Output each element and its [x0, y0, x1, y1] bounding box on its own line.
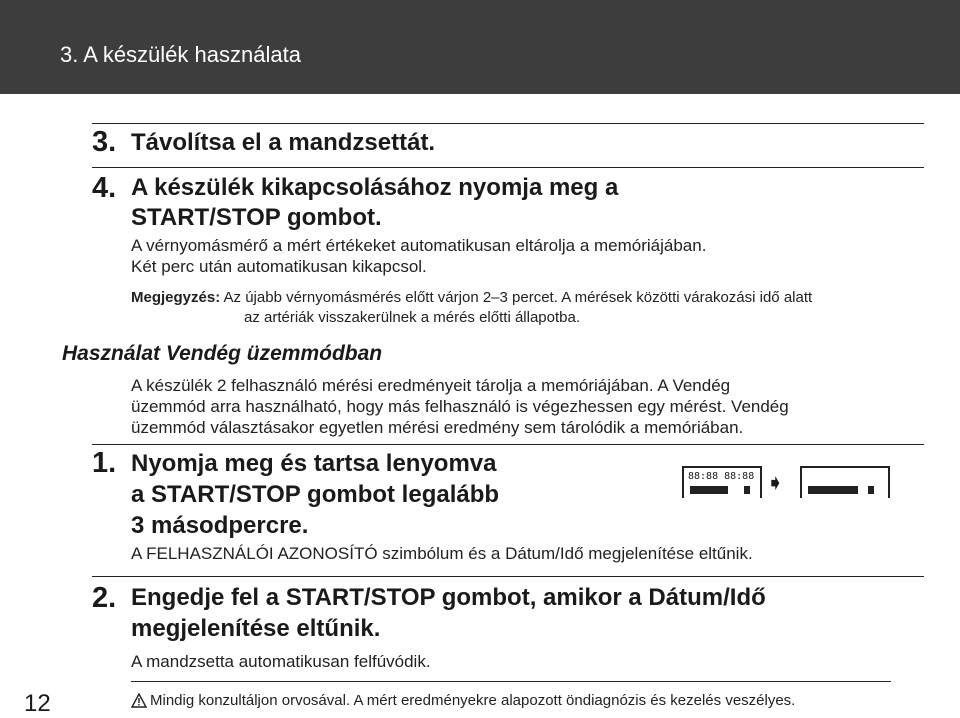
- divider: [92, 167, 924, 168]
- divider: [131, 681, 891, 682]
- arrow-icon: ➧: [766, 470, 785, 495]
- step-body: A mandzsetta automatikusan felfúvódik.: [131, 652, 431, 671]
- step-body: A FELHASZNÁLÓI AZONOSÍTÓ szimbólum és a Dátum/Idő megjelenítése eltűnik.: [131, 544, 753, 563]
- step-title: megjelenítése eltűnik.: [131, 615, 381, 642]
- section-text: üzemmód választásakor egyetlen mérési eredmény sem tárolódik a memóriában.: [131, 418, 744, 437]
- page-number: 12: [24, 690, 51, 717]
- note-text: az artériák visszakerülnek a mérés előtti állapotba.: [244, 309, 580, 326]
- step-number: 3.: [92, 126, 117, 158]
- divider: [92, 576, 924, 577]
- step-title: START/STOP gombot.: [131, 204, 382, 231]
- digit-segments: [808, 486, 858, 494]
- step-title: A készülék kikapcsolásához nyomja meg a: [131, 174, 619, 201]
- note: [131, 288, 812, 307]
- section-heading: Használat Vendég üzemmódban: [62, 342, 383, 365]
- datetime-readout: 88:88 88:88: [688, 471, 755, 482]
- step-title: Távolítsa el a mandzsettát.: [131, 129, 436, 156]
- digit-segments: [690, 486, 728, 494]
- digit-segments: [868, 486, 874, 494]
- display-before: [682, 466, 762, 498]
- digit-segments: [744, 486, 750, 494]
- step-number: 2.: [92, 582, 117, 614]
- step-title: Engedje fel a START/STOP gombot, amikor a Dátum/Idő: [131, 584, 766, 611]
- warning-text: Mindig konzultáljon orvosával. A mért eredményekre alapozott öndiagnózis és kezelés veszélyes.: [150, 692, 796, 709]
- step-number: 1.: [92, 447, 117, 479]
- divider: [92, 123, 924, 124]
- note-label: Megjegyzés:: [131, 289, 221, 306]
- page-header: [0, 0, 960, 94]
- warning-icon: [131, 693, 147, 708]
- step-body: Két perc után automatikusan kikapcsol.: [131, 257, 427, 276]
- step-title: Nyomja meg és tartsa lenyomva: [131, 450, 497, 477]
- section-text: A készülék 2 felhasználó mérési eredményeit tárolja a memóriájában. A Vendég: [131, 376, 731, 395]
- step-body: A vérnyomásmérő a mért értékeket automatikusan eltárolja a memóriájában.: [131, 236, 707, 255]
- footer-warning: [131, 692, 795, 709]
- display-after: [800, 466, 890, 498]
- chapter-title: 3. A készülék használata: [60, 42, 301, 67]
- section-text: üzemmód arra használható, hogy más felhasználó is végezhessen egy mérést. Vendég: [131, 397, 789, 416]
- divider: [92, 444, 924, 445]
- step-title: a START/STOP gombot legalább: [131, 481, 500, 508]
- step-number: 4.: [92, 172, 117, 204]
- step-title: 3 másodpercre.: [131, 512, 309, 539]
- note-text: Az újabb vérnyomásmérés előtt várjon 2–3 percet. A mérések közötti várakozási idő alatt: [223, 289, 813, 306]
